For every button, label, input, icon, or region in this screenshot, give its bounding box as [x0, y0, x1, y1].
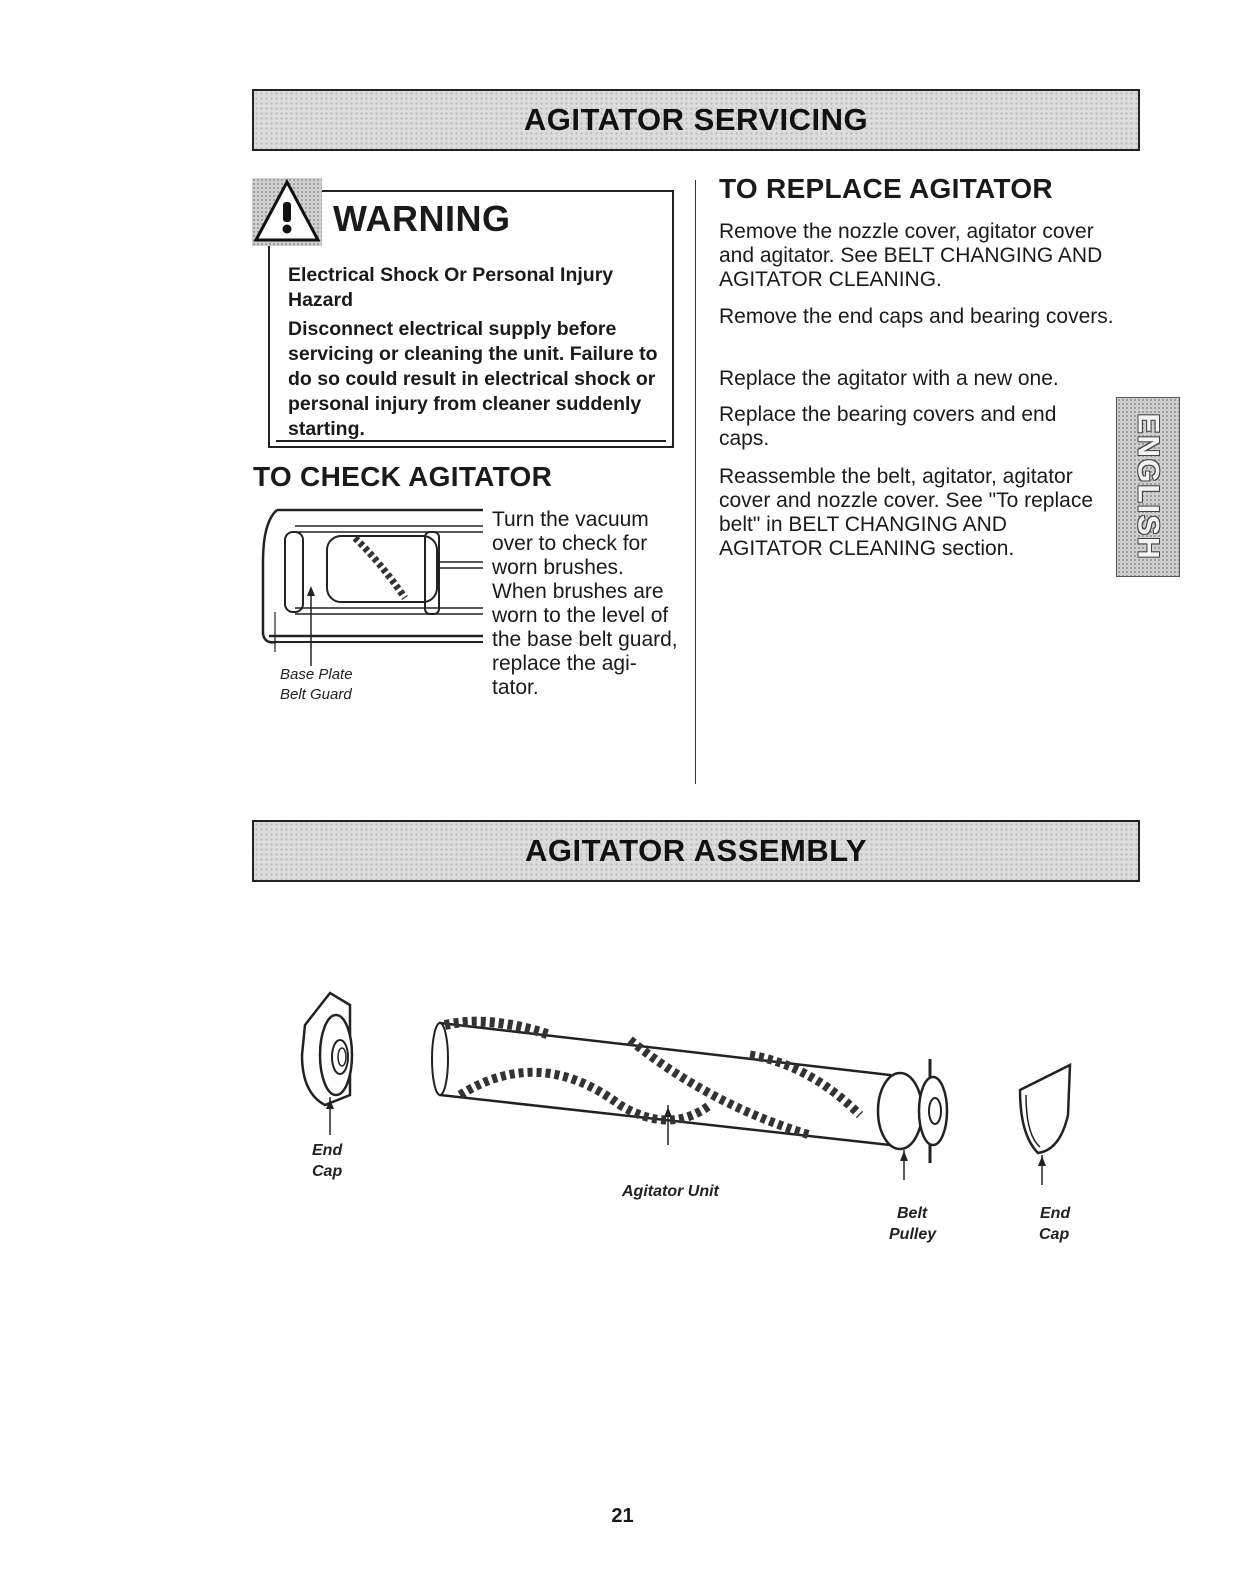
replace-step-1: Remove the nozzle cover, agitator cover and agitator. See BELT CHANGING AND AGITATOR CLEANING. [719, 220, 1103, 291]
end-cap-left-label-line2: Cap [312, 1163, 343, 1180]
language-tab [1116, 397, 1180, 577]
column-divider [695, 180, 696, 784]
check-agitator-heading: TO CHECK AGITATOR [253, 461, 553, 492]
base-plate-illustration [255, 502, 490, 674]
section-banner-agitator-servicing [252, 89, 1140, 151]
belt-pulley-label-line1: Belt [897, 1205, 928, 1222]
replace-step-2: Remove the end caps and bearing covers. [719, 305, 1114, 328]
end-cap-left-label-line1: End [312, 1142, 343, 1159]
warning-triangle-icon [252, 178, 322, 246]
replace-agitator-heading: TO REPLACE AGITATOR [719, 173, 1053, 204]
language-tab-label: ENGLISH [1132, 413, 1166, 561]
replace-step-4: Replace the bearing covers and end caps. [719, 403, 1057, 450]
banner-title: AGITATOR ASSEMBLY [524, 833, 868, 868]
left-end-cap-drawing [302, 993, 352, 1135]
section-banner-agitator-assembly [252, 820, 1140, 882]
replace-step-3: Replace the agitator with a new one. [719, 367, 1059, 390]
agitator-unit-label: Agitator Unit [622, 1183, 719, 1200]
base-plate-label: Base Plate [280, 666, 353, 683]
belt-guard-label: Belt Guard [280, 686, 352, 703]
warning-title: WARNING [333, 198, 511, 239]
end-cap-right-label-line2: Cap [1039, 1226, 1070, 1243]
warning-icon-panel [252, 178, 322, 246]
banner-title: AGITATOR SERVICING [523, 102, 869, 137]
agitator-unit-drawing [432, 1022, 896, 1145]
belt-pulley-label-line2: Pulley [889, 1226, 937, 1243]
warning-instruction-text: Disconnect electrical supply before servicing or cleaning the unit. Failure to do so could result in electrical shock or personal injury from cleaner suddenly starting. [288, 318, 658, 440]
agitator-assembly-diagram [290, 985, 1090, 1185]
replace-step-5: Reassemble the belt, agitator, agitator cover and nozzle cover. See "To replace belt" in BELT CHANGING AND AGITATOR CLEANING section. [719, 465, 1094, 560]
warning-hazard-text: Electrical Shock Or Personal Injury Hazard [288, 264, 614, 311]
page-number: 21 [611, 1505, 634, 1527]
right-end-cap-drawing [1020, 1065, 1070, 1185]
belt-pulley-drawing [878, 1059, 947, 1180]
check-agitator-text: Turn the vacuum over to check for worn brushes. When brushes are worn to the level of the base belt guard, replace the agi-tator. [492, 508, 678, 699]
end-cap-right-label-line1: End [1040, 1205, 1071, 1222]
